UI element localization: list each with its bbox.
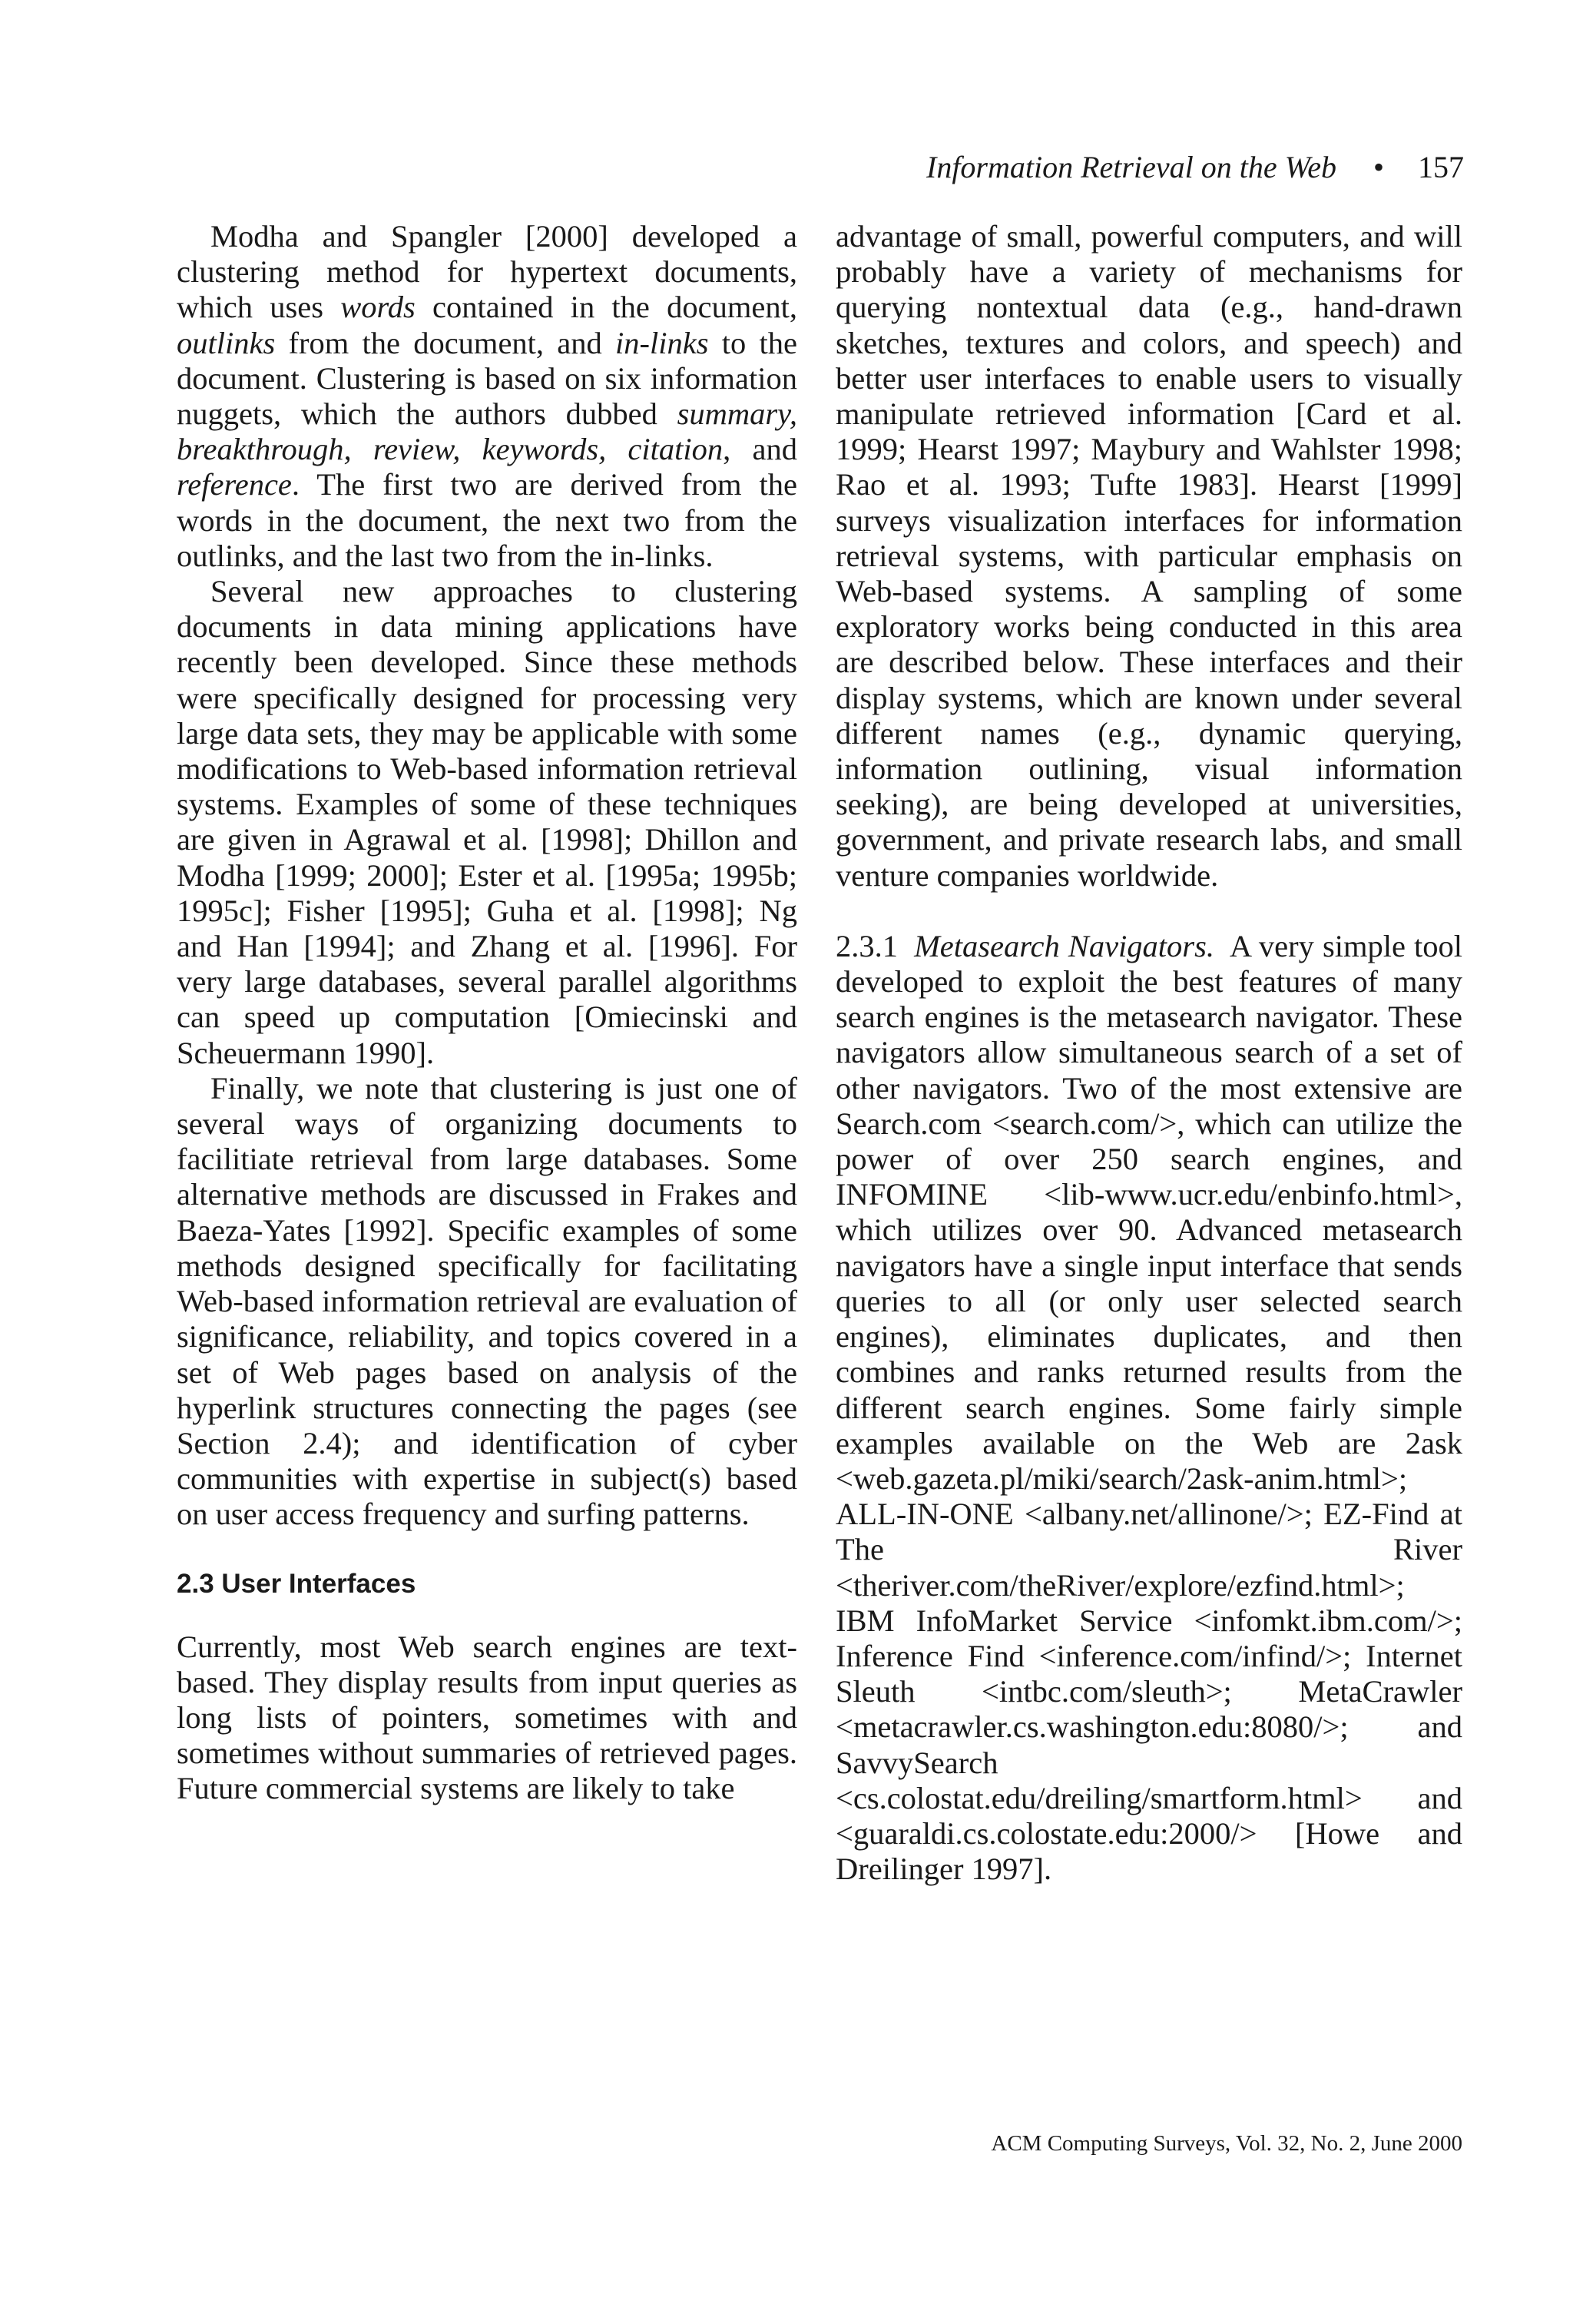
paragraph-finally: Finally, we note that clustering is just one of several ways of organizing documents to facilitiate retrieval from large databases. Some alternative methods are discussed in Frakes and Baeza-Yates [1992]. Specific examples of some methods designed specifically for facilitating Web-based information retrieval are evaluation of significance, reliability, and topics covered in a set of Web pages based on analysis of the hyperlink structures connecting the pages (see Section 2.4); and identification of cyber communities with expertise in subject(s) based on user access frequency and surfing patterns.	[177, 1070, 797, 1532]
bullet-separator: •	[1373, 150, 1384, 184]
page-number: 157	[1418, 150, 1464, 184]
section-heading-user-interfaces: 2.3 User Interfaces	[177, 1568, 416, 1599]
paragraph-continuation: advantage of small, powerful computers, and will probably have a variety of mechanisms for querying nontextual data (e.g., hand-drawn sketches, textures and colors, and speech) and better user interfaces to enable users to visually manipulate retrieved information [Card et al. 1999; Hearst 1997; Maybury and Wahlster 1998; Rao et al. 1993; Tufte 1983]. Hearst [1999] surveys visualization interfaces for information retrieval systems, with particular emphasis on Web-based systems. A sampling of some exploratory works being conducted in this area are described below. These interfaces and their display systems, which are known under several different names (e.g., dynamic querying, information outlining, visual information seeking), are being developed at universities, government, and private research labs, and small venture companies worldwide.	[836, 219, 1462, 893]
subsection-number: 2.3.1	[836, 928, 898, 963]
paragraph-clustering-modha: Modha and Spangler [2000] developed a clustering method for hypertext documents, which uses words contained in the document, outlinks from the document, and in-links to the document. Clustering is based on six information nuggets, which the authors dubbed summary, breakthrough, review, keywords, citation, and reference. The first two are derived from the words in the document, the next two from the outlinks, and the last two from the in-links.	[177, 219, 798, 573]
paragraph-metasearch	[836, 929, 1462, 1887]
running-head	[177, 144, 1464, 191]
journal-footer: ACM Computing Surveys, Vol. 32, No. 2, June 2000	[991, 2131, 1462, 2156]
paragraph-metasearch-body: A very simple tool developed to exploit the best features of many search engines is the metasearch navigator. These navigators allow simultaneous search of a set of other navigators. Two of the most extensive are Search.com <search.com/>, which can utilize the power of over 250 search engines, and INFOMINE <lib-www.ucr.edu/enbinfo.html>, which utilizes over 90. Advanced metasearch navigators have a single input interface that sends queries to all (or only user selected search engines), eliminates duplicates, and then combines and ranks returned results from the different search engines. Some fairly simple examples available on the Web are 2ask <web.gazeta.pl/miki/search/2ask-anim.html>; ALL-IN-ONE <albany.net/allinone/>; EZ-Find at The River <theriver.com/theRiver/explore/ezfind.html>; IBM InfoMarket Service <infomkt.ibm.com/>; Inference Find <inference.com/infind/>; Internet Sleuth <intbc.com/sleuth>; MetaCrawler <metacrawler.cs.washington.edu:8080/>; and SavvySearch <cs.colostat.edu/dreiling/smartform.html> and <guaraldi.cs.colostate.edu:2000/> [Howe and Dreilinger 1997].	[836, 928, 1462, 1887]
running-title: Information Retrieval on the Web	[926, 150, 1336, 184]
subsection-title: Metasearch Navigators.	[914, 928, 1214, 963]
left-column	[177, 219, 797, 1807]
right-column	[836, 219, 1462, 1887]
paragraph-data-mining: Several new approaches to clustering documents in data mining applications have recently been developed. Since these methods were specifically designed for processing very large data sets, they may be applicable with some modifications to Web-based information retrieval systems. Examples of some of these techniques are given in Agrawal et al. [1998]; Dhillon and Modha [1999; 2000]; Ester et al. [1995a; 1995b; 1995c]; Fisher [1995]; Guha et al. [1998]; Ng and Han [1994]; and Zhang et al. [1996]. For very large databases, several parallel algorithms can speed up computation [Omiecinski and Scheuermann 1990].	[177, 574, 797, 1070]
paragraph-currently: Currently, most Web search engines are text-based. They display results from input queries as long lists of pointers, sometimes with and sometimes without summaries of retrieved pages. Future commercial systems are likely to take	[177, 1629, 797, 1806]
